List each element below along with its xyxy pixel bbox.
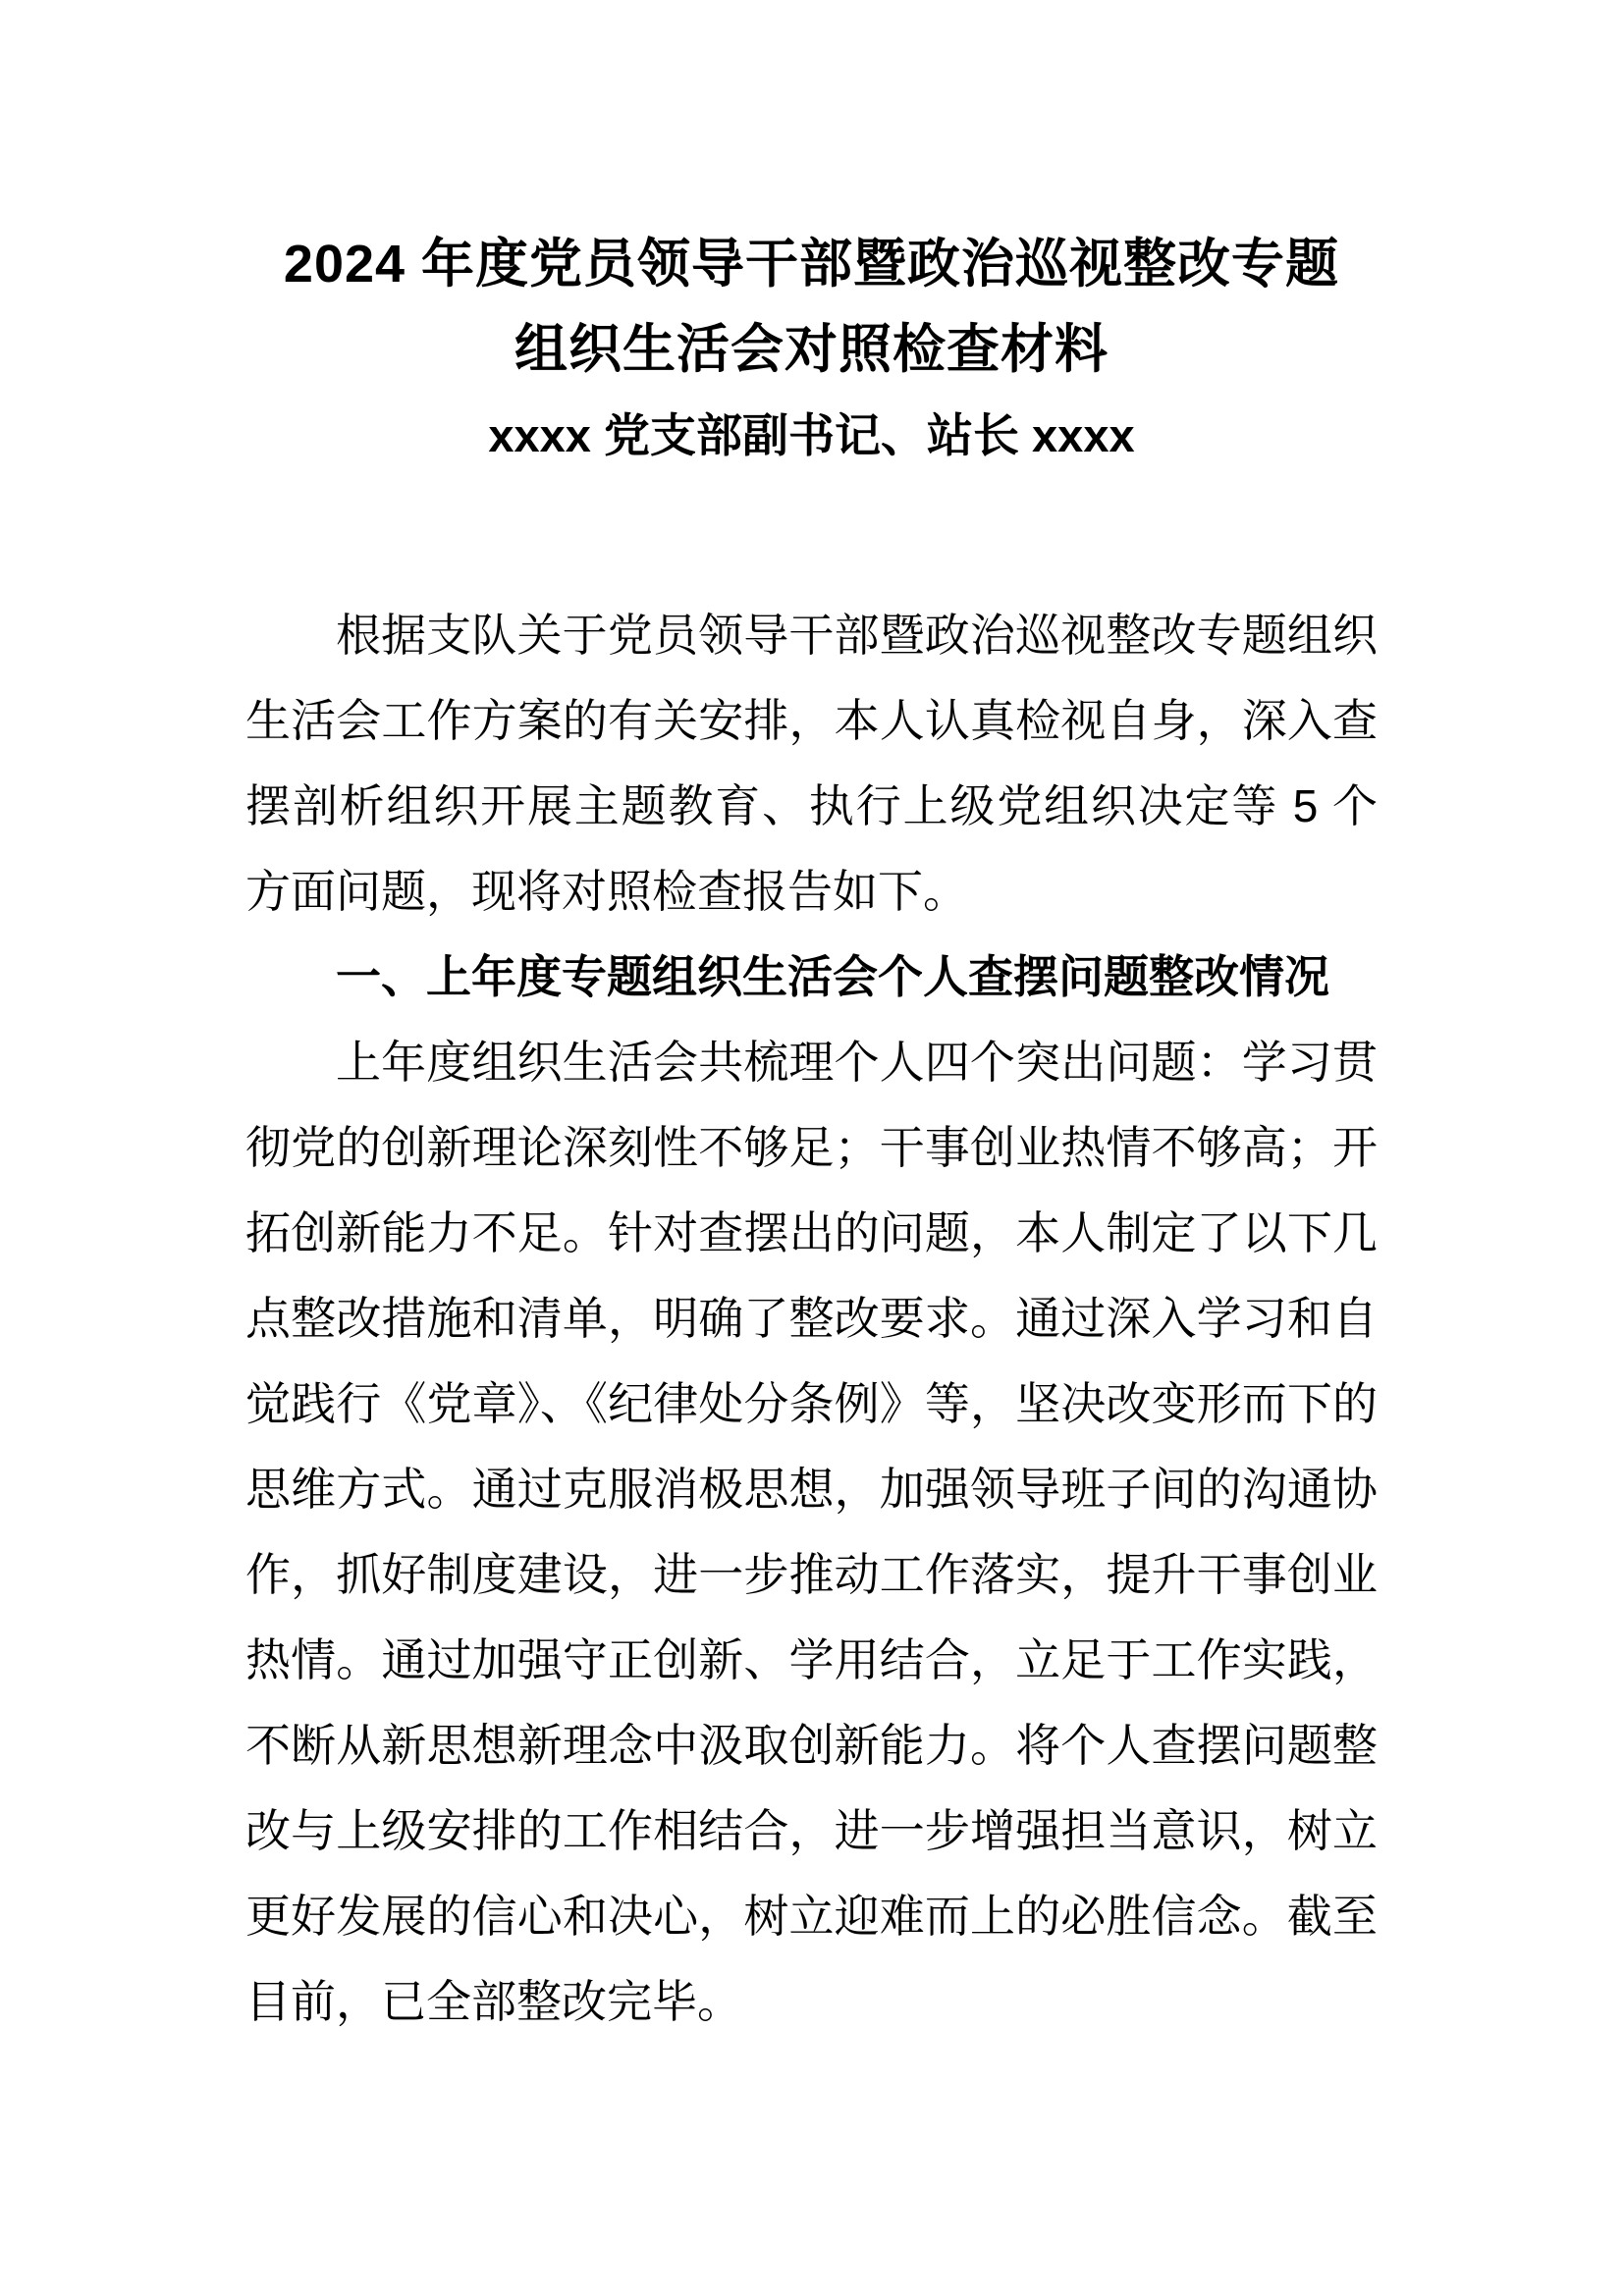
document-title [245,222,1378,393]
document-body [245,593,1378,2045]
paragraph-intro: 根据支队关于党员领导干部暨政治巡视整改专题组织生活会工作方案的有关安排，本人认真检视自身，深入查摆剖析组织开展主题教育、执行上级党组织决定等 5 个方面问题，现将对照检查报告如下。 [245,610,1378,917]
document-title-line-2: 组织生活会对照检查材料 [514,320,1109,379]
document-title-line-1: 2024 年度党员领导干部暨政治巡视整改专题 [283,235,1340,294]
paragraph-section-1-rectification: 上年度组织生活会共梳理个人四个突出问题：学习贯彻党的创新理论深刻性不够足；干事创业热情不够高；开拓创新能力不足。针对查摆出的问题，本人制定了以下几点整改措施和清单，明确了整改要求。通过深入学习和自觉践行《党章》、《纪律处分条例》等，坚决改变形而下的思维方式。通过克服消极思想，加强领导班子间的沟通协作，抓好制度建设，进一步推动工作落实，提升干事创业热情。通过加强守正创新、学用结合，立足于工作实践，不断从新思想新理念中汲取创新能力。将个人查摆问题整改与上级安排的工作相结合，进一步增强担当意识，树立更好发展的信心和决心，树立迎难而上的必胜信念。截至目前，已全部整改完毕。 [245,1037,1378,2027]
section-1-heading: 一、上年度专题组织生活会个人查摆问题整改情况 [336,951,1329,1002]
document-subtitle: xxxx 党支部副书记、站长 xxxx [488,409,1135,461]
